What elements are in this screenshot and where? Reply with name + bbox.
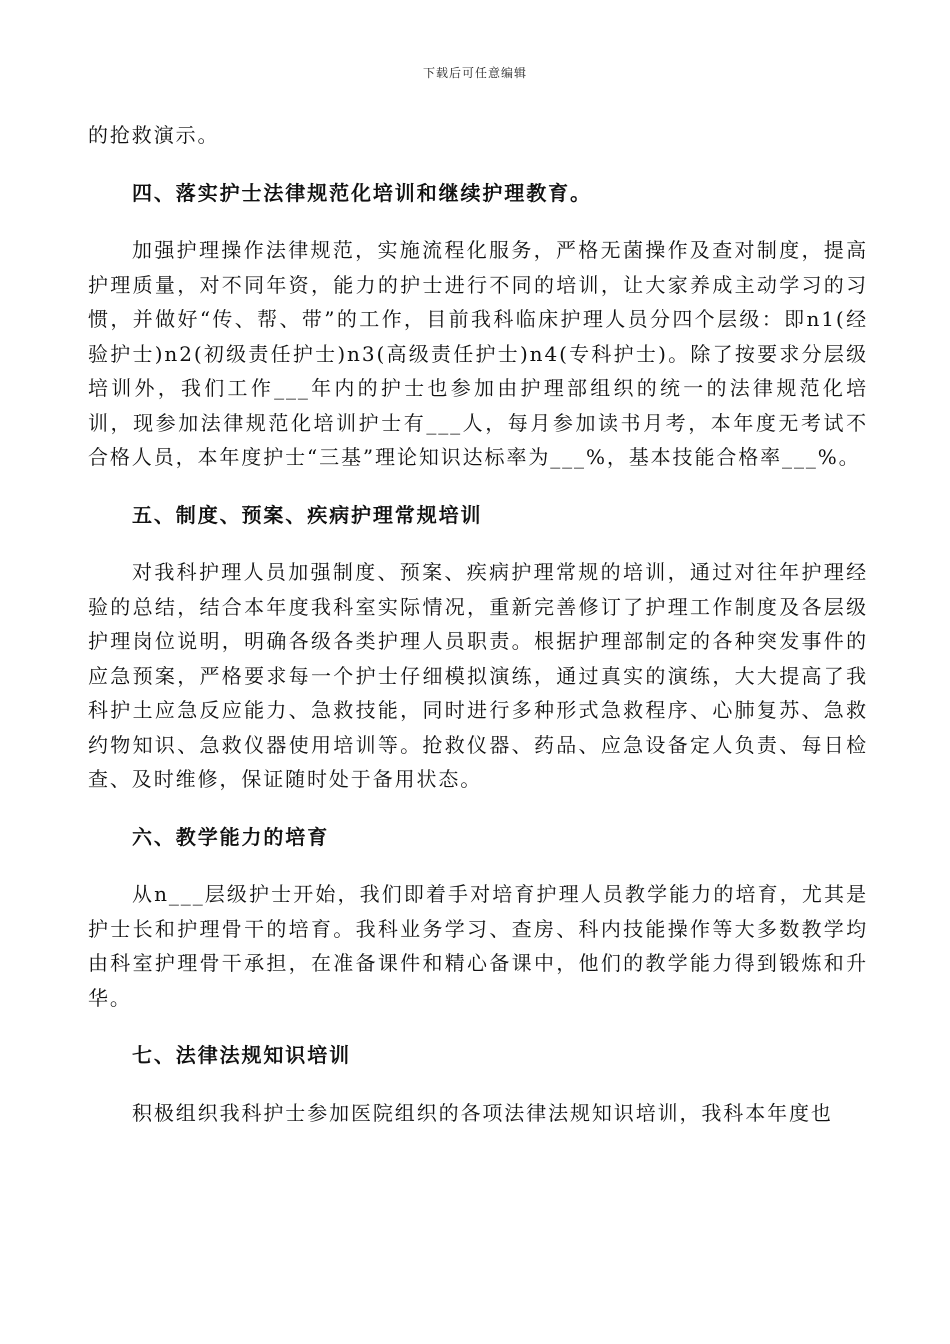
section-5-body: 对我科护理人员加强制度、预案、疾病护理常规的培训，通过对往年护理经验的总结，结合本年度我科室实际情况，重新完善修订了护理工作制度及各层级护理岗位说明，明确各级各类护理人员职责。根据护理部制定的各种突发事件的应急预案，严格要求每一个护士仔细模拟演练，通过真实的演练，大大提高了我科护土应急反应能力、急救技能，同时进行多种形式急救程序、心肺复苏、急救约物知识、急救仪器使用培训等。抢救仪器、药品、应急设备定人负责、每日检查、及时维修，保证随时处于备用状态。 xyxy=(88,560,868,791)
section-4-heading: 四、落实护士法律规范化培训和继续护理教育。 xyxy=(132,180,592,205)
section-4-body: 加强护理操作法律规范，实施流程化服务，严格无菌操作及查对制度，提高护理质量，对不同年资，能力的护士进行不同的培训，让大家养成主动学习的习惯，并做好“传、帮、带”的工作，目前我科临床护理人员分四个层级：即n1(经验护士)n2(初级责任护士)n3(高级责任护士)n4(专科护士)。除了按要求分层级培训外，我们工作___年内的护士也参加由护理部组织的统一的法律规范化培训，现参加法律规范化培训护士有___人，每月参加读书月考，本年度无考试不合格人员，本年度护士“三基”理论知识达标率为___%，基本技能合格率___%。 xyxy=(88,238,868,469)
section-7-body: 积极组织我科护士参加医院组织的各项法律法规知识培训，我科本年度也 xyxy=(132,1100,833,1125)
document-body xyxy=(88,118,868,1130)
section-6-body: 从n___层级护士开始，我们即着手对培育护理人员教学能力的培育，尤其是护士长和护理骨干的培育。我科业务学习、查房、科内技能操作等大多数教学均由科室护理骨干承担，在准备课件和精心备课中，他们的教学能力得到锻炼和升华。 xyxy=(88,882,868,1010)
intro-fragment: 的抢救演示。 xyxy=(88,123,220,147)
page-header-note: 下载后可任意编辑 xyxy=(422,66,527,80)
section-6-heading: 六、教学能力的培育 xyxy=(132,824,330,849)
section-5-heading: 五、制度、预案、疾病护理常规培训 xyxy=(132,502,483,527)
section-7-heading: 七、法律法规知识培训 xyxy=(132,1043,351,1067)
